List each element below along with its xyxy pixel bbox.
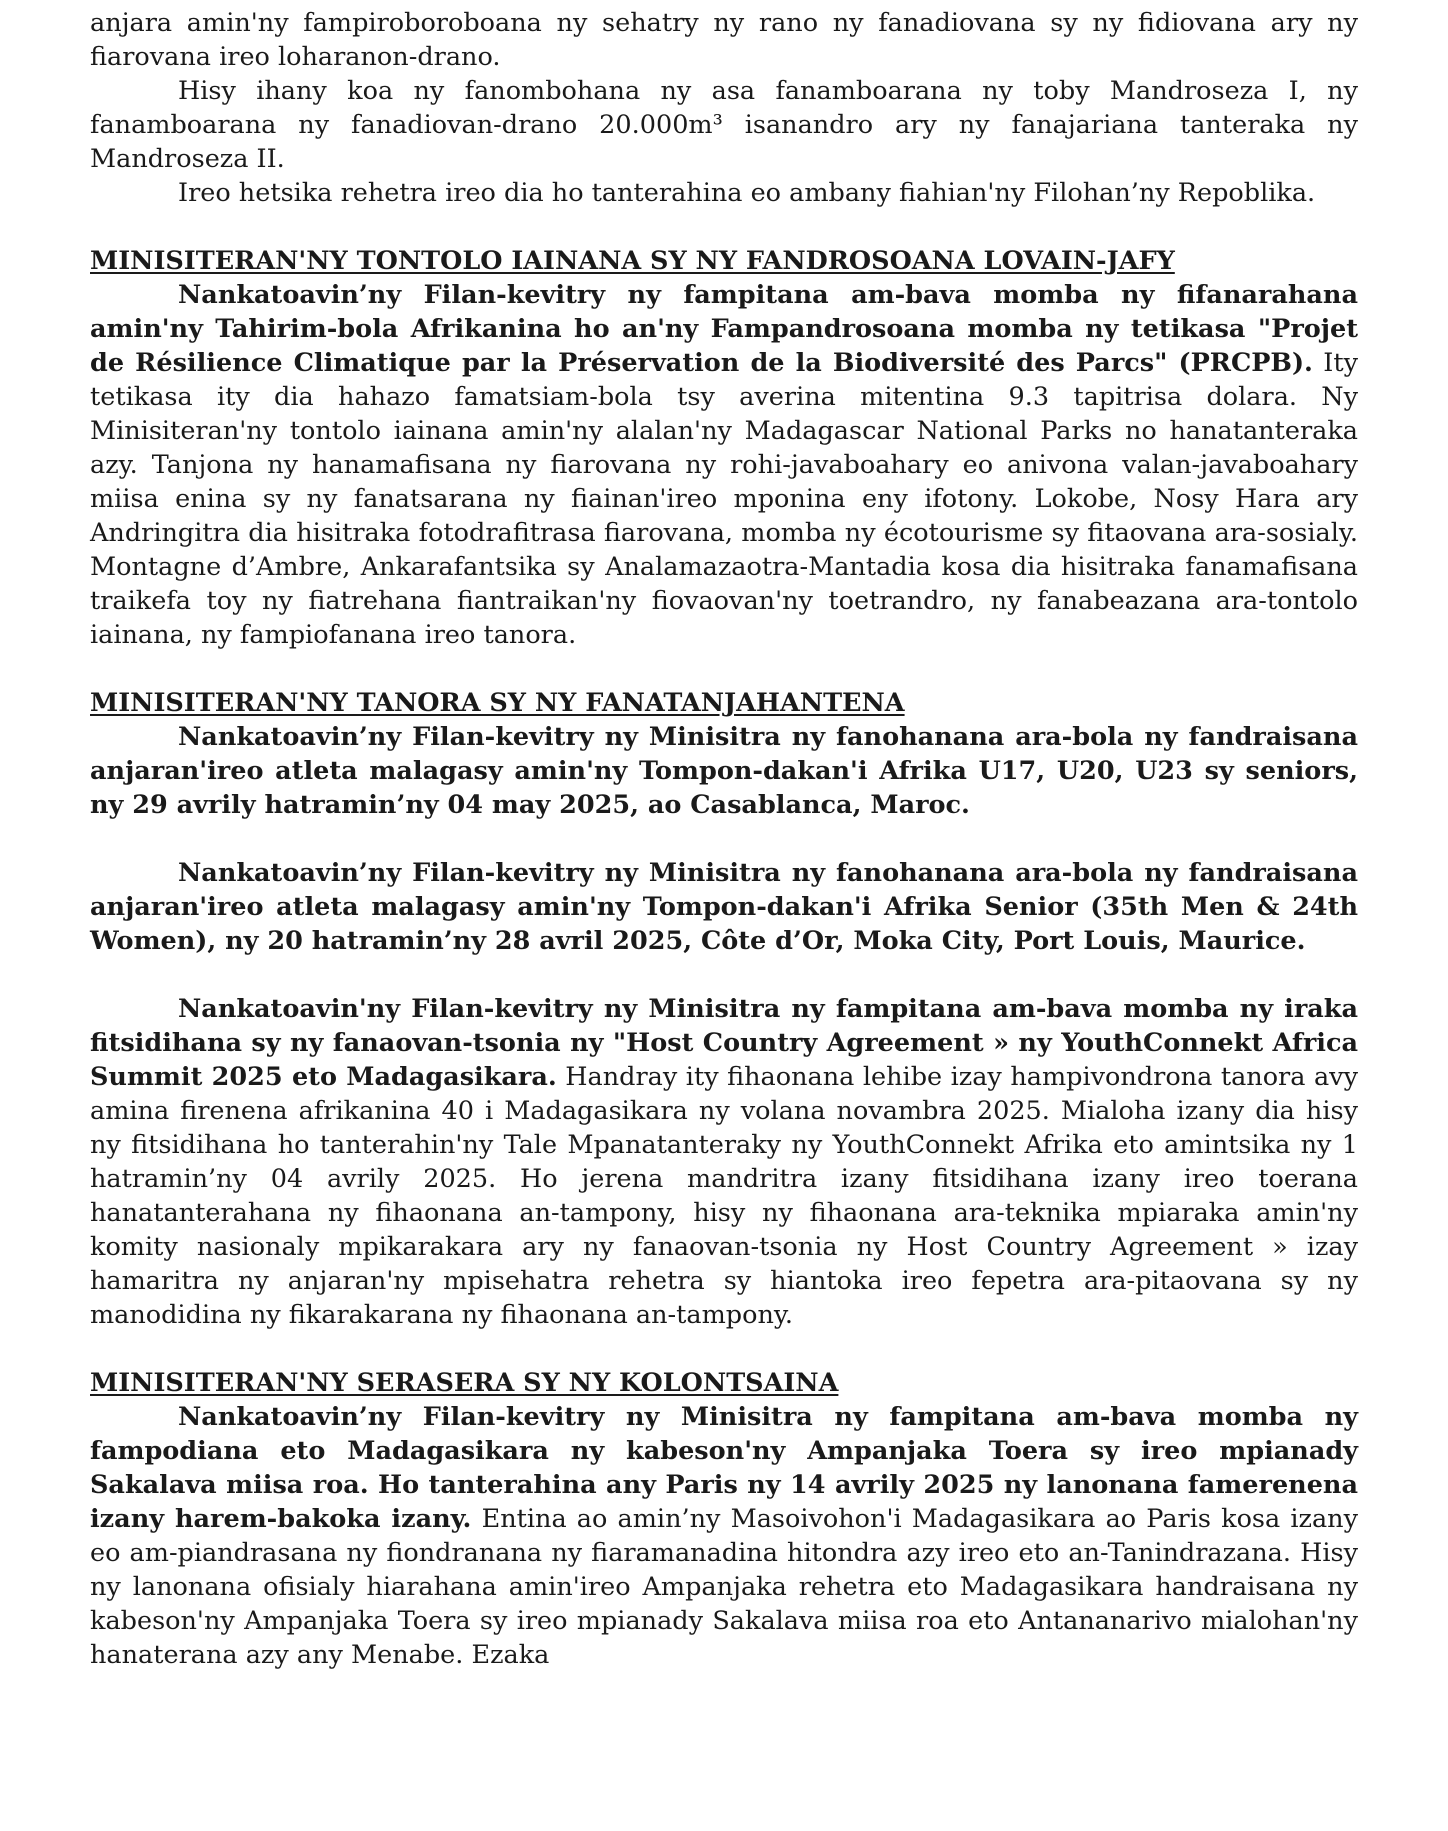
decision-paragraph [90, 992, 1358, 1332]
intro-paragraph-2: Hisy ihany koa ny fanombohana ny asa fanamboarana ny toby Mandroseza I, ny fanamboarana ny fanadiovan-drano 20.000m³ isanandro ary ny fanajariana tanteraka ny Mandroseza II. [90, 76, 1358, 174]
intro-paragraph-1: anjara amin'ny fampiroboroboana ny sehatry ny rano ny fanadiovana sy ny fidiovana ary ny fiarovana ireo loharanon-drano. [90, 8, 1358, 72]
decision-body-text: Handray ity fihaonana lehibe izay hampivondrona tanora avy amina firenena afrikanina 40 i Madagasikara ny volana novambra 2025. Mialoha izany dia hisy ny fitsidihana ho tanterahin'ny Tale Mpanatanteraky ny YouthConnekt Afrika eto amintsika ny 1 hatramin’ny 04 avrily 2025. Ho jerena mandritra izany fitsidihana izany ireo toerana hanatanterahana ny fihaonana an-tampony, hisy ny fihaonana ara-teknika mpiaraka amin'ny komity nasionaly mpikarakara ary ny fanaovan-tsonia ny Host Country Agreement » izay hamaritra ny anjaran'ny mpisehatra rehetra sy hiantoka ireo fepetra ara-pitaovana sy ny manodidina ny fikarakarana ny fihaonana an-tampony. [90, 1062, 1358, 1330]
decision-paragraph [90, 856, 1358, 958]
decision-bold-text: Nankatoavin’ny Filan-kevitry ny Minisitra ny fanohanana ara-bola ny fandraisana anjaran'ireo atleta malagasy amin'ny Tompon-dakan'i Afrika U17, U20, U23 sy seniors, ny 29 avrily hatramin’ny 04 may 2025, ao Casablanca, Maroc. [90, 722, 1358, 820]
decision-body-text: Entina ao amin’ny Masoivohon'i Madagasikara ao Paris kosa izany eo am-piandrasana ny fiondranana ny fiaramanadina hitondra azy ireo eto an-Tanindrazana. Hisy ny lanonana ofisialy hiarahana amin'ireo Ampanjaka rehetra eto Madagasikara handraisana ny kabeson'ny Ampanjaka Toera sy ireo mpianady Sakalava miisa roa eto Antananarivo mialohan'ny hanaterana azy any Menabe. Ezaka [90, 1504, 1358, 1670]
decision-bold-text: Nankatoavin’ny Filan-kevitry ny Minisitra ny fampitana am-bava momba ny fampodiana eto Madagasikara ny kabeson'ny Ampanjaka Toera sy ireo mpianady Sakalava miisa roa. Ho tanterahina any Paris ny 14 avrily 2025 ny lanonana famerenena izany harem-bakoka izany. [90, 1402, 1358, 1534]
decision-paragraph [90, 278, 1358, 652]
section-heading-youth-sports: MINISITERAN'NY TANORA SY NY FANATANJAHANTENA [90, 688, 905, 718]
decision-paragraph [90, 720, 1358, 822]
section-heading-environment: MINISITERAN'NY TONTOLO IAINANA SY NY FANDROSOANA LOVAIN-JAFY [90, 246, 1175, 276]
document-page [90, 6, 1358, 1672]
decision-bold-text: Nankatoavin’ny Filan-kevitry ny Minisitra ny fanohanana ara-bola ny fandraisana anjaran'ireo atleta malagasy amin'ny Tompon-dakan'i Afrika Senior (35th Men & 24th Women), ny 20 hatramin’ny 28 avril 2025, Côte d’Or, Moka City, Port Louis, Maurice. [90, 858, 1358, 956]
decision-bold-text: Nankatoavin’ny Filan-kevitry ny fampitana am-bava momba ny fifanarahana amin'ny Tahirim-bola Afrikanina ho an'ny Fampandrosoana momba ny tetikasa "Projet de Résilience Climatique par la Préservation de la Biodiversité des Parcs" (PRCPB). [90, 280, 1358, 378]
intro-paragraph-3: Ireo hetsika rehetra ireo dia ho tanterahina eo ambany fiahian'ny Filohan’ny Repoblika. [178, 178, 1316, 208]
section-heading-communication-culture: MINISITERAN'NY SERASERA SY NY KOLONTSAINA [90, 1368, 839, 1398]
decision-paragraph [90, 1400, 1358, 1672]
decision-body-text: Ity tetikasa ity dia hahazo famatsiam-bola tsy averina mitentina 9.3 tapitrisa dolara. Ny Minisiteran'ny tontolo iainana amin'ny alalan'ny Madagascar National Parks no hanatanteraka azy. Tanjona ny hanamafisana ny fiarovana ny rohi-javaboahary eo anivona valan-javaboahary miisa enina sy ny fanatsarana ny fiainan'ireo mponina eny ifotony. Lokobe, Nosy Hara ary Andringitra dia hisitraka fotodrafitrasa fiarovana, momba ny écotourisme sy fitaovana ara-sosialy. Montagne d’Ambre, Ankarafantsika sy Analamazaotra-Mantadia kosa dia hisitraka fanamafisana traikefa toy ny fiatrehana fiantraikan'ny fiovaovan'ny toetrandro, ny fanabeazana ara-tontolo iainana, ny fampiofanana ireo tanora. [90, 348, 1358, 650]
decision-bold-text: Nankatoavin'ny Filan-kevitry ny Minisitra ny fampitana am-bava momba ny iraka fitsidihana sy ny fanaovan-tsonia ny "Host Country Agreement » ny YouthConnekt Africa Summit 2025 eto Madagasikara. [90, 994, 1358, 1092]
